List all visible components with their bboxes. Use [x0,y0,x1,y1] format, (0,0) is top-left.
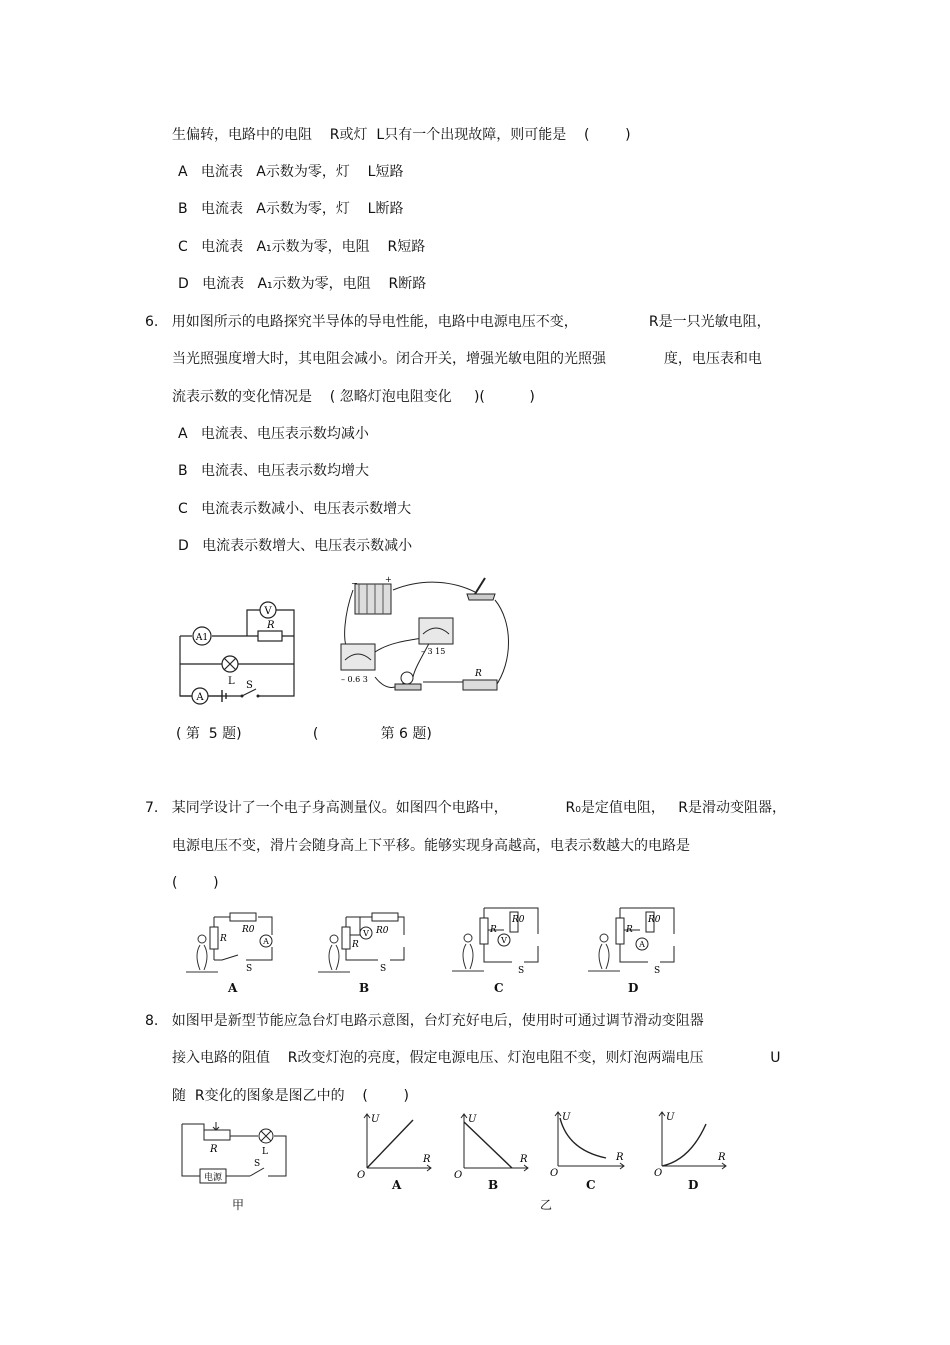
u-r-graph-c [546,1108,628,1180]
photoresistor-icon [463,680,497,690]
svg-text:– 3 15: – 3 15 [421,647,446,656]
svg-text:A: A [196,692,204,703]
q5-option-b: B 电流表 A示数为零，灯 L断路 [178,201,404,217]
circuit-diagram-q5 [172,598,302,710]
svg-text:−: − [351,579,358,588]
q6-stem-line-2: 当光照强度增大时，其电阻会减小。闭合开关，增强光敏电阻的光照强 度，电压表和电 [172,351,762,367]
svg-text:R0: R0 [512,915,525,925]
svg-text:R: R [626,925,633,935]
svg-text:S: S [246,680,253,691]
svg-text:R: R [475,669,482,679]
figure-caption-q5-q6: ( 第 5 题) ( 第 6 题) [176,726,432,742]
svg-text:R: R [210,1144,218,1155]
svg-text:V: V [501,936,507,945]
svg-text:O: O [654,1168,663,1179]
q6-option-a: A 电流表、电压表示数均减小 [178,426,369,442]
svg-text:电源: 电源 [203,1173,223,1183]
height-meter-circuit-a [182,905,282,975]
graph-label-d: D [688,1178,699,1192]
u-r-graph-b [452,1110,532,1182]
q6-option-c: C 电流表示数减小、电压表示数增大 [178,501,412,517]
svg-text:S: S [518,966,525,975]
q7-figure-label-a: A [228,981,238,995]
svg-text:R0: R0 [648,915,661,925]
height-meter-circuit-d [584,900,684,975]
switch-icon [467,594,495,600]
circuit-photo-q6 [335,572,515,706]
svg-text:S: S [246,964,253,974]
battery-icon [355,584,391,614]
svg-text:S: S [654,966,661,975]
svg-text:U: U [666,1112,675,1123]
graph-label-a: A [392,1178,402,1192]
q7-figure-label-c: C [494,981,504,995]
svg-text:+: + [385,575,392,584]
u-r-graph-d [650,1108,730,1180]
svg-text:U: U [371,1114,380,1125]
height-meter-circuit-c [448,900,548,975]
q6-option-b: B 电流表、电压表示数均增大 [178,463,369,479]
figure-label-yi: 乙 [540,1198,553,1212]
q7-stem-line-1: 7. 某同学设计了一个电子身高测量仪。如图四个电路中， R₀是定值电阻， R是滑动变阻器， [145,800,786,816]
q7-stem-line-3: ( ) [172,875,219,891]
graph-label-b: B [488,1178,499,1192]
svg-text:A1: A1 [195,633,209,643]
svg-text:V: V [363,929,369,938]
svg-text:O: O [357,1170,366,1181]
svg-text:R: R [220,934,227,944]
q8-stem-line-2: 接入电路的阻值 R改变灯泡的亮度，假定电源电压、灯泡电阻不变，则灯泡两端电压 U [172,1050,781,1066]
q7-stem-line-2: 电源电压不变，滑片会随身高上下平移。能够实现身高越高，电表示数越大的电路是 [172,838,690,854]
svg-text:R: R [267,620,275,631]
svg-text:S: S [254,1159,261,1169]
lamp-circuit-jia [178,1118,293,1193]
q7-figure-label-d: D [628,981,639,995]
svg-text:U: U [562,1112,571,1123]
svg-text:A: A [263,937,269,946]
q7-figure-label-b: B [359,981,370,995]
q5-option-a: A 电流表 A示数为零，灯 L短路 [178,164,404,180]
svg-text:A: A [639,940,645,949]
height-meter-circuit-b [314,905,414,975]
ammeter-icon [341,644,375,670]
svg-text:– 0.6 3: – 0.6 3 [341,675,368,684]
q5-option-d: D 电流表 A₁示数为零，电阻 R断路 [178,276,427,292]
q8-stem-line-3: 随 R变化的图象是图乙中的 ( ) [172,1088,409,1104]
svg-text:O: O [550,1168,559,1179]
figure-label-jia: 甲 [232,1198,245,1212]
q8-stem-line-1: 8. 如图甲是新型节能应急台灯电路示意图，台灯充好电后，使用时可通过调节滑动变阻器 [145,1013,704,1029]
svg-text:L: L [262,1147,268,1157]
voltmeter-icon [419,618,453,644]
svg-text:R0: R0 [242,925,255,935]
svg-text:V: V [264,606,272,617]
svg-text:R: R [423,1154,431,1165]
svg-text:U: U [468,1114,477,1125]
svg-text:L: L [228,676,235,687]
q6-option-d: D 电流表示数增大、电压表示数减小 [178,538,413,554]
svg-text:R: R [616,1152,624,1163]
svg-text:O: O [454,1170,463,1181]
svg-text:R: R [718,1152,726,1163]
bulb-icon [401,672,413,684]
svg-text:S: S [380,964,387,974]
q5-option-c: C 电流表 A₁示数为零，电阻 R短路 [178,239,426,255]
resistor-icon [258,631,282,641]
q5-stem-line: 生偏转，电路中的电阻 R或灯 L只有一个出现故障，则可能是 ( ) [172,127,631,143]
svg-text:R: R [520,1154,528,1165]
q6-stem-line-3: 流表示数的变化情况是 ( 忽略灯泡电阻变化 )( ) [172,389,535,405]
svg-text:R0: R0 [376,926,389,936]
u-r-graph-a [355,1110,435,1182]
svg-text:R: R [352,940,359,950]
q6-stem-line-1: 6. 用如图所示的电路探究半导体的导电性能，电路中电源电压不变， R是一只光敏电阻， [145,314,771,330]
graph-label-c: C [586,1178,596,1192]
svg-text:R: R [490,925,497,935]
